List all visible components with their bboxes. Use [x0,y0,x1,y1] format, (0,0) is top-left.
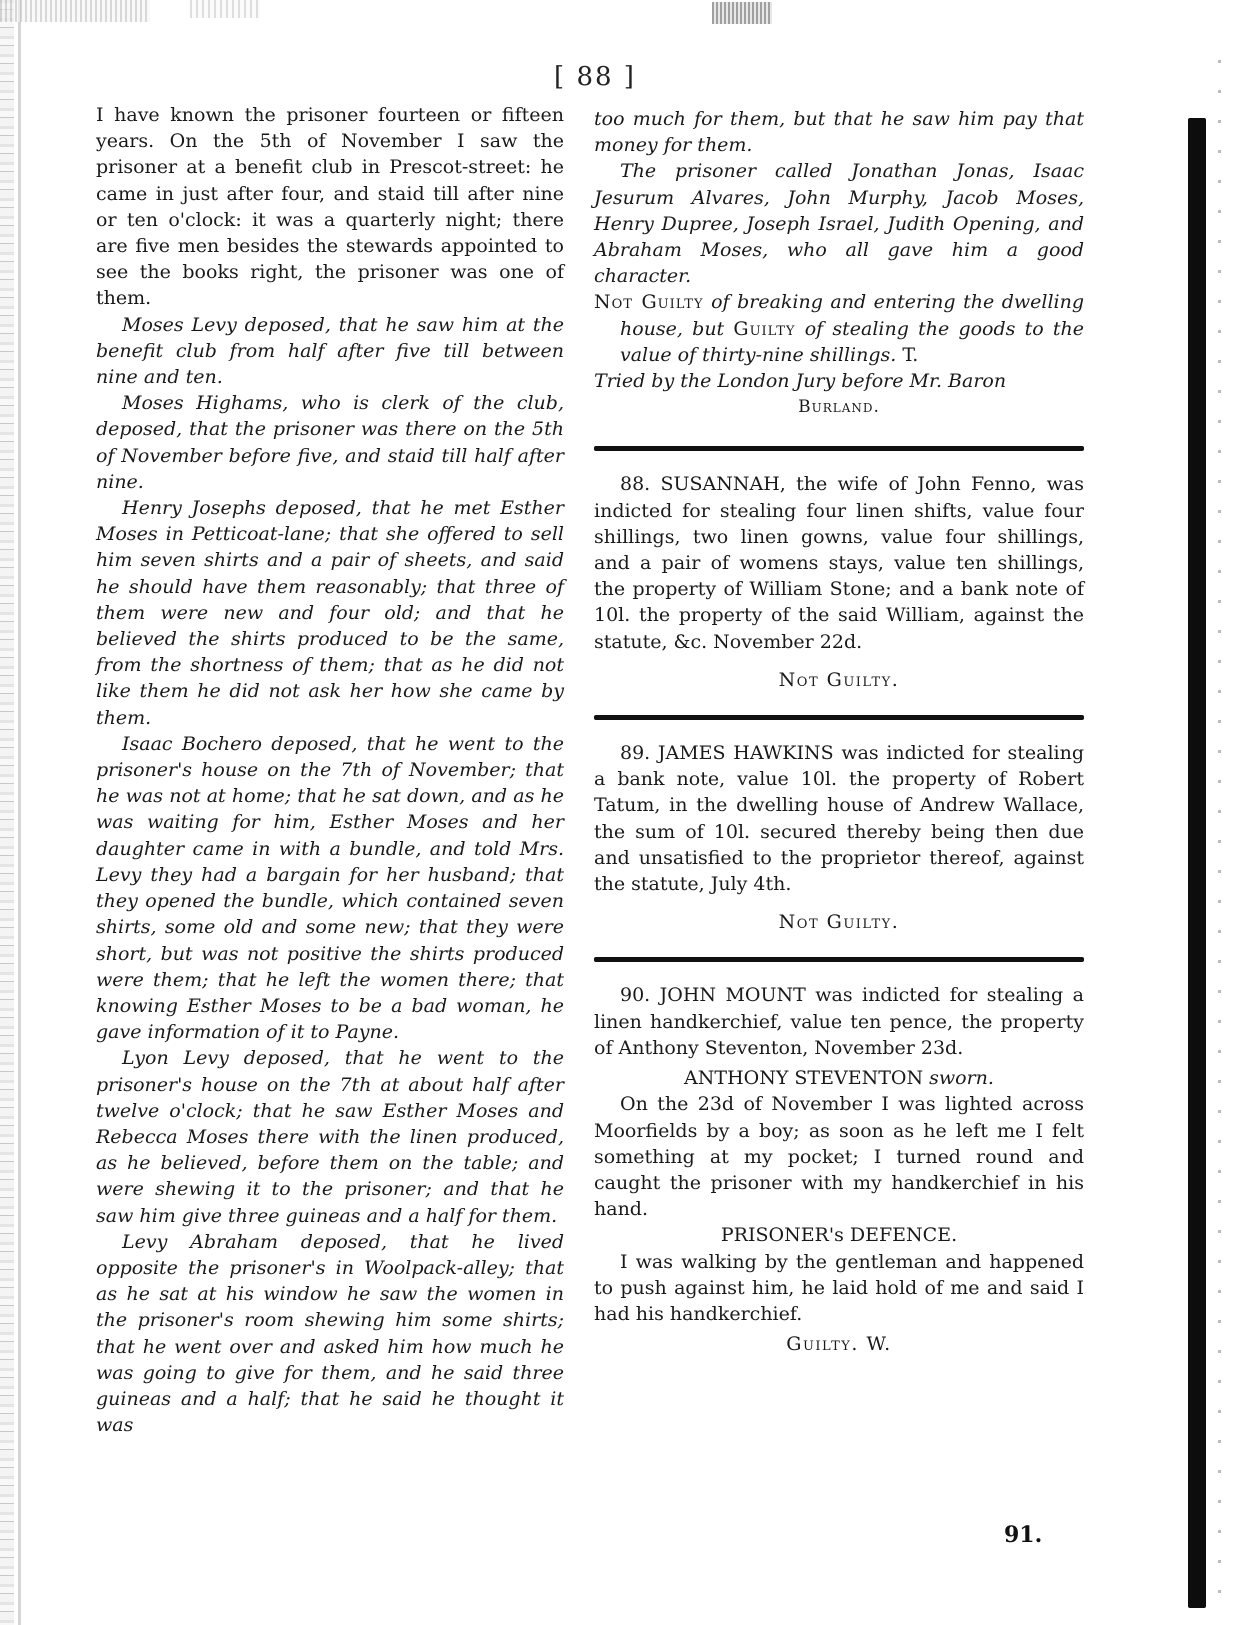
character-witnesses: The prisoner called Jonathan Jonas, Isaac Jesurum Alvares, John Murphy, Jacob Moses, Henry Dupree, Joseph Israel, Judith Opening, and Abraham Moses, who all gave him a good character. [594,160,1084,288]
witness-name: ANTHONY STEVENTON [684,1067,924,1090]
section-divider [594,957,1084,962]
scan-noise-top [190,0,260,18]
case-89-verdict: Not Guilty. [778,911,900,934]
continuation-paragraph: too much for them, but that he saw him pay that money for them. [594,108,1084,157]
section-divider [594,446,1084,451]
left-column [96,102,564,1438]
scan-noise-top [0,0,150,22]
deposition-paragraph: Moses Highams, who is clerk of the club, deposed, that the prisoner was there on the 5th of November before five, and staid till half after nine. [96,392,564,493]
catchword: 91. [1004,1522,1043,1548]
verdict-not-guilty: Not Guilty [594,291,704,314]
deposition-paragraph: Isaac Bochero deposed, that he went to the prisoner's house on the 7th of November; that he was not at home; that he sat down, and as he was waiting for him, Esther Moses and her daughter came in with a bundle, and told Mrs. Levy they had a bargain for her husband; that they opened the bundle, which contained seven shirts, some old and some new; that they were short, but was not positive the shirts produced were them; that he left the women there; that knowing Esther Moses to be a bad woman, he gave information of it to Payne. [96,732,564,1044]
verdict-detail: of breaking and entering the dwelling house, but [620,291,1085,340]
prisoner-defence: I was walking by the gentleman and happened to push against him, he laid hold of me and said I had his handkerchief. [594,1250,1084,1325]
case-89-indictment: 89. JAMES HAWKINS was indicted for stealing a bank note, value 10l. the property of Robert Tatum, in the dwelling house of Andrew Wallace, the sum of 10l. secured thereby being then due and unsatisfied to the proprietor thereof, against the statute, July 4th. [594,742,1084,896]
case-90-indictment: 90. JOHN MOUNT was indicted for stealing a linen handkerchief, value ten pence, the property of Anthony Steventon, November 23d. [594,984,1084,1059]
page-number: [ 88 ] [554,62,636,92]
case-88-indictment: 88. SUSANNAH, the wife of John Fenno, was indicted for stealing four linen shifts, value four shillings, two linen gowns, value four shillings, and a pair of womens stays, value ten shillings, the property of William Stone; and a bank note of 10l. the property of the said William, against the statute, &c. November 22d. [594,473,1084,653]
right-column [594,106,1084,1357]
scan-edge-line [18,0,21,1625]
scan-edge-left [0,0,14,1625]
witness-sworn: sworn. [923,1067,994,1090]
sentence-mark: T. [896,343,919,366]
scan-noise-top [712,2,772,24]
tried-by: Tried by the London Jury before Mr. Baron [594,370,1007,393]
case-88-verdict: Not Guilty. [778,668,900,691]
testimony-paragraph: I have known the prisoner fourteen or fifteen years. On the 5th of November I saw the prisoner at a benefit club in Prescot-street: he came in just after four, and staid till after nine or ten o'clock: it was a quarterly night; there are five men besides the stewards appointed to see the books right, the prisoner was one of them. [96,104,564,310]
deposition-paragraph: Moses Levy deposed, that he saw him at the benefit club from half after five till between nine and ten. [96,313,564,389]
deposition-paragraph: Henry Josephs deposed, that he met Esther Moses in Petticoat-lane; that she offered to sell him seven shirts and a pair of sheets, and said he should have them reasonably; that three of them were new and four old; and that he believed the shirts produced to be the same, from the shortness of them; that as he did not like them he did not ask her how she came by them. [96,497,564,729]
scan-binding-shadow [1188,118,1206,1608]
judge-name: Burland. [798,397,880,418]
section-divider [594,715,1084,720]
case-90-verdict: Guilty. W. [786,1333,892,1356]
witness-heading [594,1065,1084,1091]
scan-edge-right [1218,60,1221,1600]
verdict-paragraph [594,289,1084,368]
verdict-guilty: Guilty [733,317,796,340]
defence-heading: PRISONER's DEFENCE. [720,1224,958,1247]
deposition-paragraph: Levy Abraham deposed, that he lived opposite the prisoner's in Woolpack-alley; that as he sat at his window he saw the women in the prisoner's room shewing him some shirts; that he went over and asked him how much he was going to give for them, and he said three guineas and a half; that he said he thought it was [96,1230,564,1437]
verdict-detail: of stealing the goods to the value of thirty-nine shillings. [620,317,1085,366]
deposition-paragraph: Lyon Levy deposed, that he went to the prisoner's house on the 7th at about half after twelve o'clock; that he saw Esther Moses and Rebecca Moses there with the linen produced, as he believed, before them on the table; and were shewing it to the prisoner; and that he saw him give three guineas and a half for them. [96,1047,564,1227]
witness-testimony: On the 23d of November I was lighted across Moorfields by a boy; as soon as he left me I felt something at my pocket; I turned round and caught the prisoner with my handkerchief in his hand. [594,1093,1084,1221]
